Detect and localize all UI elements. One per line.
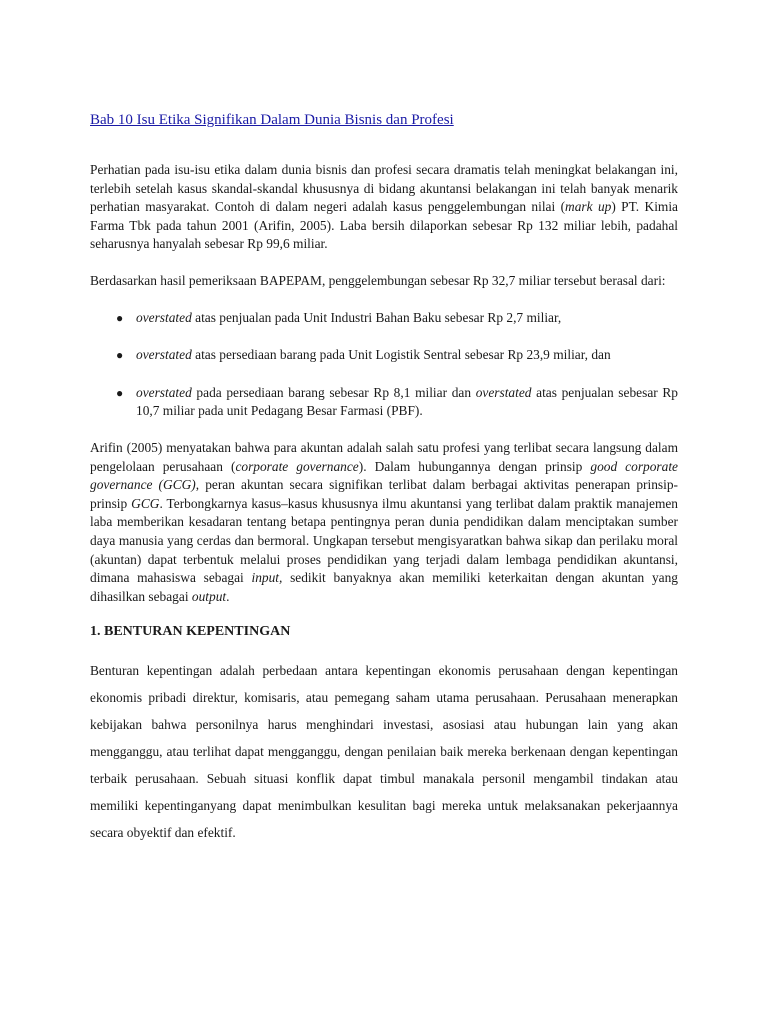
text-span: Perhatian pada isu-isu etika dalam dunia bisnis dan profesi secara dramatis telah meningkat belakangan ini, terlebih setelah kasus skandal-skandal khususnya di bidang akuntansi belakangan ini telah banyak menarik perhatian masyarakat. Contoh di dalam negeri adalah kasus penggelembungan nilai ( [90,162,678,215]
document-content [90,112,678,846]
list-item [90,309,678,328]
bullet-icon: ● [116,310,124,325]
bullet-icon: ● [116,385,124,400]
text-span: ) PT. Kimia Farma Tbk pada tahun 2001 (Arifin, 2005). Laba bersih dilaporkan sebesar Rp 132 miliar lebih, padahal seharusnya hanyalah sebesar Rp 99,6 miliar. [90,199,679,252]
section-heading: 1. BENTURAN KEPENTINGAN [90,624,291,640]
text-span: sedikit banyaknya akan memiliki keterkaitan dengan akuntan yang dihasilkan sebagai [90,570,678,604]
text-span: , peran akuntan secara signifikan terlibat dalam berbagai aktivitas penerapan prinsip-prinsip [90,477,679,511]
overstated-list [90,309,678,421]
benturan-paragraph: Benturan kepentingan adalah perbedaan antara kepentingan ekonomis perusahaan dengan kepentingan ekonomis pribadi direktur, komisaris, atau pemegang saham utama perusahaan. Perusahaan menerapkan kebijakan bahwa personilnya harus menghindari investasi, asosiasi atau hubungan lain yang akan mengganggu, atau terlihat dapat mengganggu, dengan penilaian baik mereka berkenaan dengan kepentingan terbaik perusahaan. Sebuah situasi konflik dapat timbul manakala personil mengambil tindakan atau memiliki kepentinganyang dapat menimbulkan kesulitan bagi mereka untuk melaksanakan pekerjaannya secara obyektif dan efektif. [90,663,678,841]
italic-term: input, [251,570,283,586]
text-span: . [226,588,230,604]
italic-term: GCG [131,495,160,511]
italic-term: good corporate governance (GCG) [90,458,678,493]
text-span: ). Dalam hubungannya dengan prinsip [358,458,591,474]
text-span: . Terbongkarnya kasus–kasus khususnya ilmu akuntansi yang terlibat dalam praktik manajemen laba memberikan kesadaran tentang betapa pentingnya peran dunia pendidikan dalam menciptakan sumber daya manusia yang cerdas dan bermoral. Ungkapan tersebut mengisyaratkan bahwa sikap dan perilaku moral (akuntan) dapat terbentuk melalui proses pendidikan yang terjadi dalam lembaga pendidikan akuntansi, dimana mahasiswa sebagai [90,495,679,586]
text-span: pada persediaan barang sebesar Rp 8,1 miliar dan [191,384,476,400]
italic-term: overstated [136,347,192,363]
italic-term: output [191,588,227,604]
chapter-title-link[interactable]: Bab 10 Isu Etika Signifikan Dalam Dunia Bisnis dan Profesi [90,112,454,128]
list-item [90,384,678,421]
text-span: atas penjualan sebesar Rp 10,7 miliar pada unit Pedagang Besar Farmasi (PBF). [136,384,678,419]
italic-term: mark up [565,199,612,215]
bapepam-paragraph: Berdasarkan hasil pemeriksaan BAPEPAM, penggelembungan sebesar Rp 32,7 miliar tersebut berasal dari: [90,272,666,288]
arifin-paragraph [90,439,678,606]
italic-term: corporate governance [235,458,359,474]
intro-paragraph [90,161,678,254]
text-span: atas persediaan barang pada Unit Logistik Sentral sebesar Rp 23,9 miliar, dan [191,347,611,363]
text-span: atas penjualan pada Unit Industri Bahan Baku sebesar Rp 2,7 miliar, [191,309,562,325]
text-span: Arifin (2005) menyatakan bahwa para akuntan adalah salah satu profesi yang terlibat secara langsung dalam pengelolaan perusahaan ( [90,439,678,474]
italic-term: overstated [136,384,192,400]
italic-term: overstated [475,384,532,400]
list-item [90,346,678,365]
italic-term: overstated [136,309,192,325]
bullet-icon: ● [116,348,124,363]
